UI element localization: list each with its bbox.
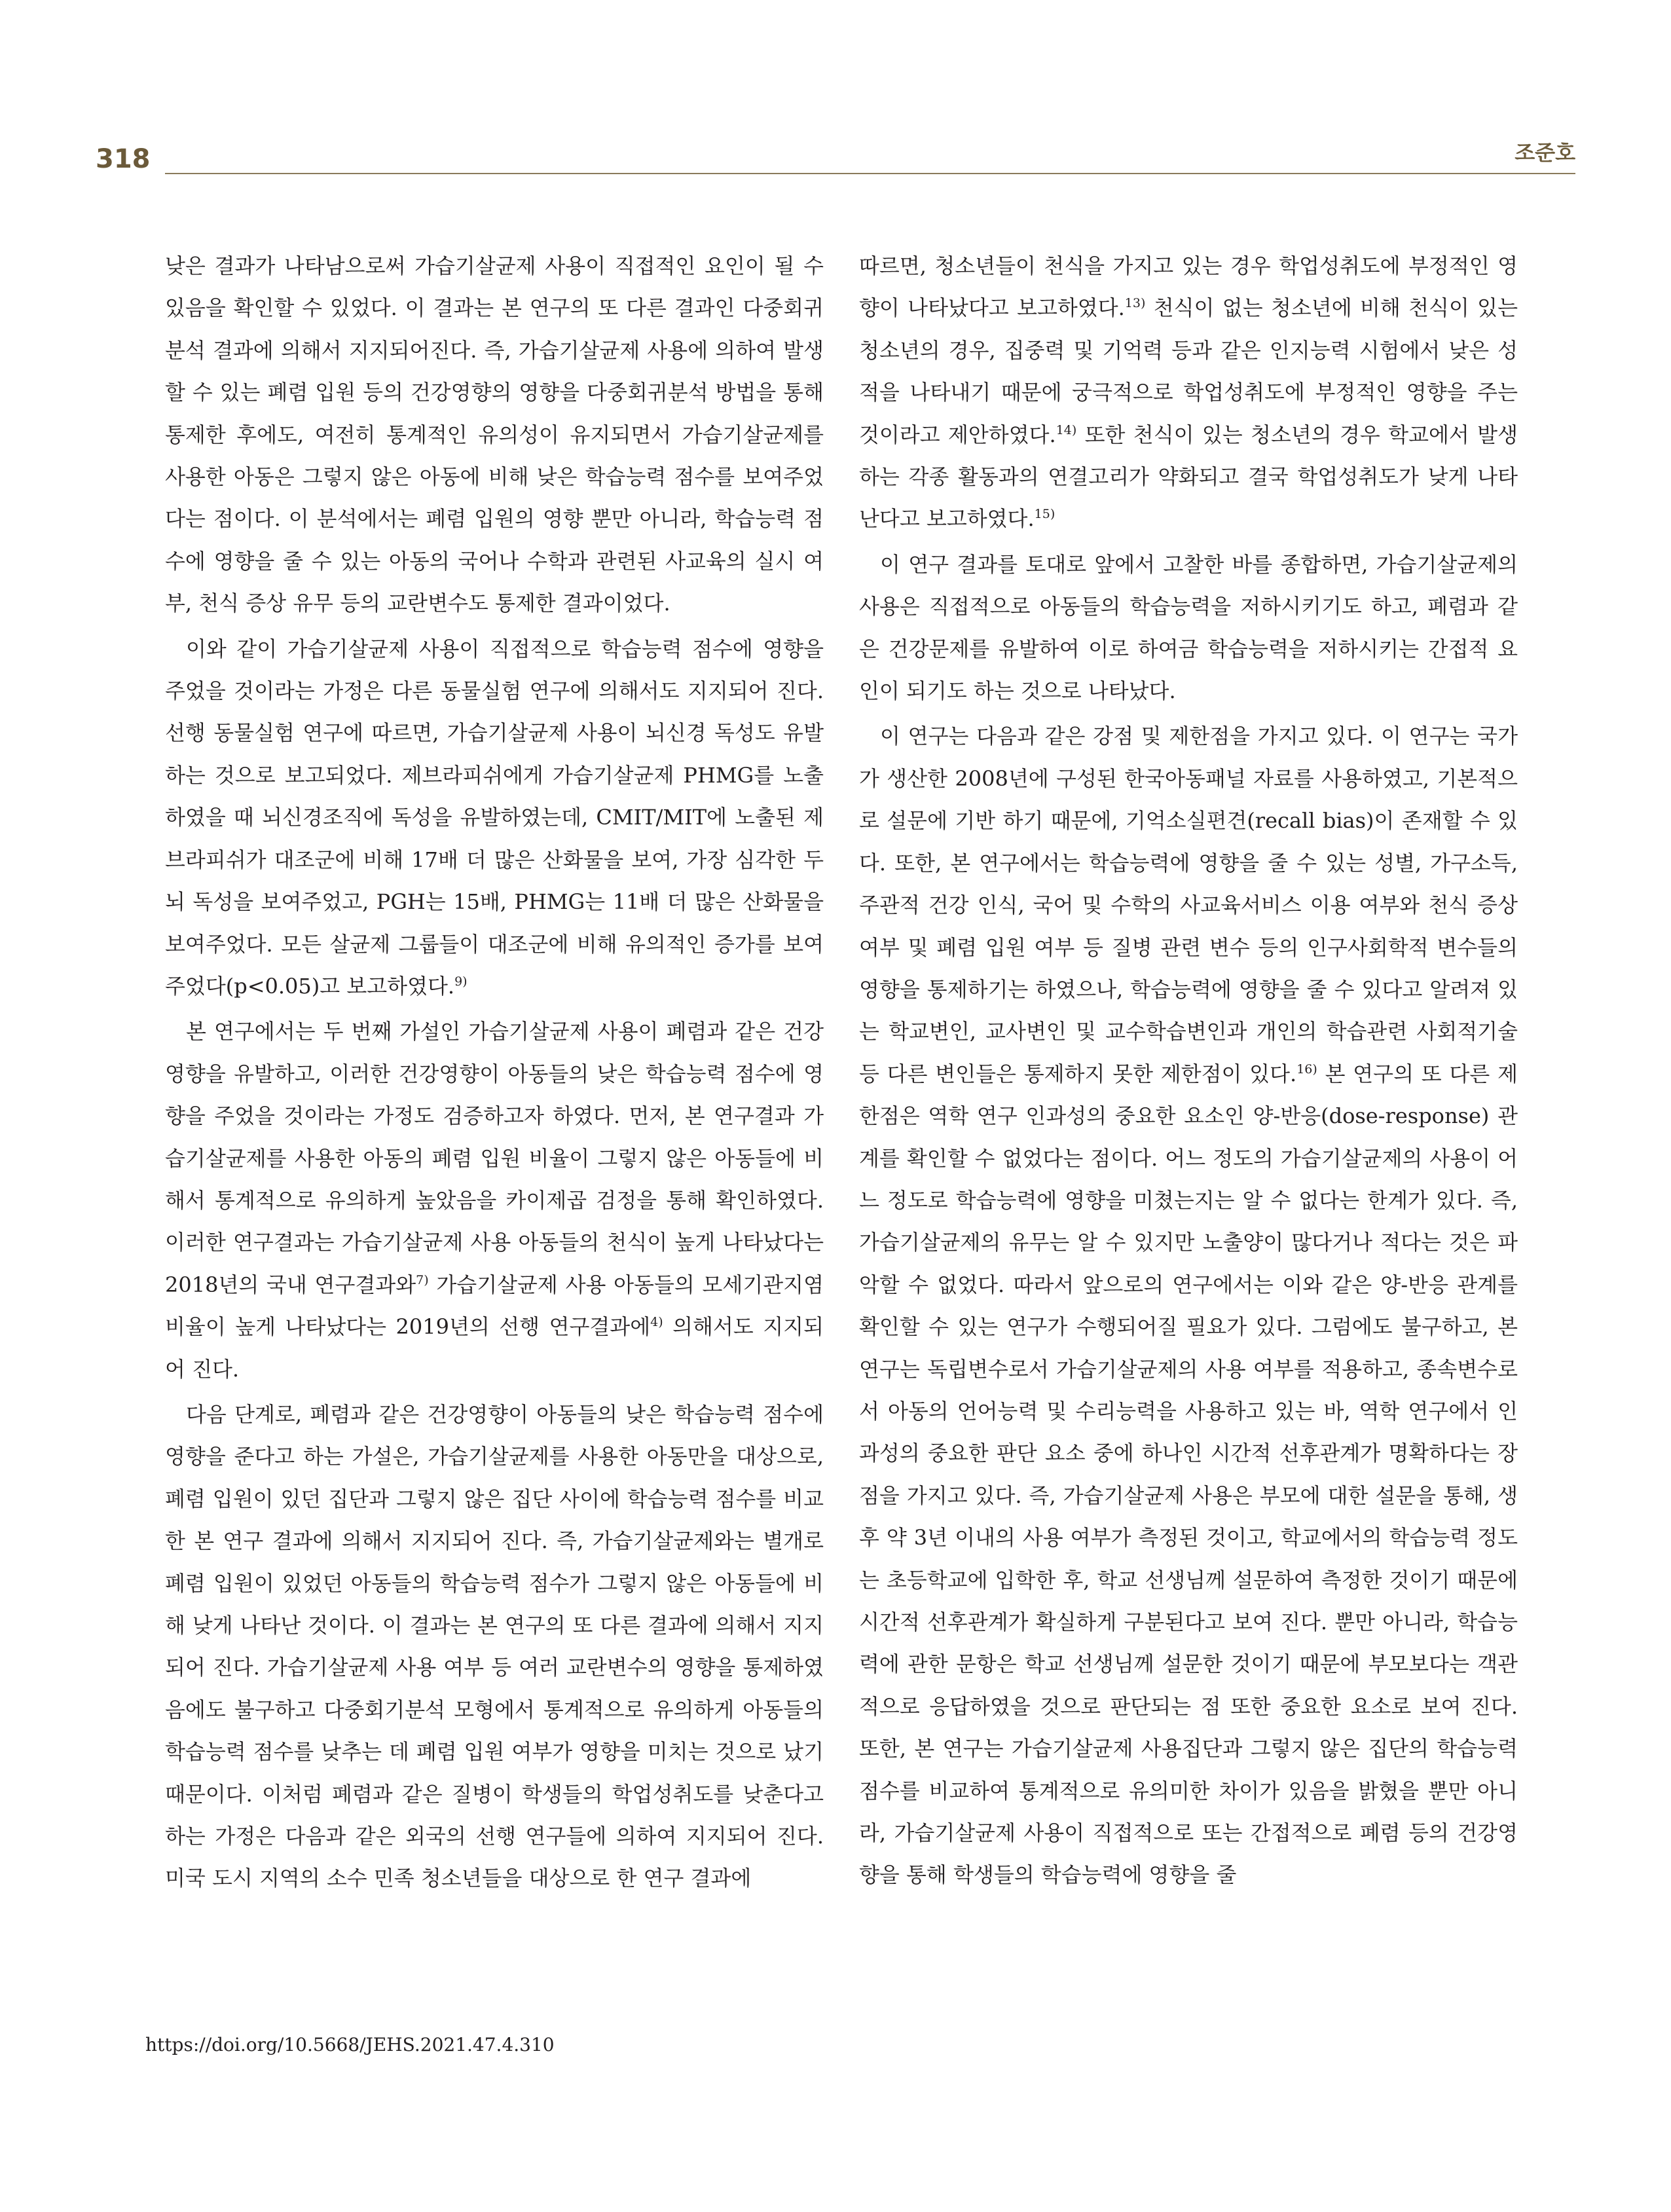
reference-marker: 4) xyxy=(650,1315,663,1330)
paragraph-text: 또한 천식이 있는 청소년의 경우 학교에서 발생하는 각종 활동과의 연결고리가 약화되고 결국 학업성취도가 낮게 나타난다고 보고하였다. xyxy=(859,422,1518,532)
paragraph-text: 의해서도 지지되어 진다. xyxy=(165,1314,824,1382)
reference-marker: 9) xyxy=(454,974,468,989)
paragraph xyxy=(859,715,1518,1896)
reference-marker: 14) xyxy=(1056,422,1077,437)
running-header-author: 조준호 xyxy=(1515,140,1575,165)
paragraph xyxy=(859,245,1518,540)
reference-marker: 16) xyxy=(1296,1061,1317,1077)
doi-link[interactable]: https://doi.org/10.5668/JEHS.2021.47.4.310 xyxy=(145,2034,555,2055)
paragraph xyxy=(165,1010,824,1390)
paragraph-text: 따르면, 청소년들이 천식을 가지고 있는 경우 학업성취도에 부정적인 영향이 나타났다고 보고하였다. xyxy=(859,253,1518,321)
paragraph-text: 이와 같이 가습기살균제 사용이 직접적으로 학습능력 점수에 영향을 주었을 것이라는 가정은 다른 동물실험 연구에 의해서도 지지되어 진다. 선행 동물실험 연구에 따르면, 가습기살균제 사용이 뇌신경 독성도 유발하는 것으로 보고되었다. 제브라피쉬에게 가습기살균제 PHMG를 노출하였을 때 뇌신경조직에 독성을 유발하였는데, CMIT/MIT에 노출된 제브라피쉬가 대조군에 비해 17배 더 많은 산화물을 보여, 가장 심각한 두뇌 독성을 보여주었고, PGH는 15배, PHMG는 11배 더 많은 산화물을 보여주었다. 모든 살균제 그룹들이 대조군에 비해 유의적인 증가를 보여주었다(p<0.05)고 보고하였다. xyxy=(165,636,824,999)
page-number: 318 xyxy=(96,144,151,174)
header-rule xyxy=(165,173,1575,174)
paragraph: 이 연구 결과를 토대로 앞에서 고찰한 바를 종합하면, 가습기살균제의 사용은 직접적으로 아동들의 학습능력을 저하시키기도 하고, 폐렴과 같은 건강문제를 유발하여 이로 하여금 학습능력을 저하시키는 간접적 요인이 되기도 하는 것으로 나타났다. xyxy=(859,551,1518,704)
paragraph-text: 본 연구에서는 두 번째 가설인 가습기살균제 사용이 폐렴과 같은 건강영향을 유발하고, 이러한 건강영향이 아동들의 낮은 학습능력 점수에 영향을 주었을 것이라는 가정도 검증하고자 하였다. 먼저, 본 연구결과 가습기살균제를 사용한 아동의 폐렴 입원 비율이 그렇지 않은 아동들에 비해서 통계적으로 유의하게 높았음을 카이제곱 검정을 통해 확인하였다. 이러한 연구결과는 가습기살균제 사용 아동들의 천식이 높게 나타났다는 2018년의 국내 연구결과와 xyxy=(165,1019,824,1297)
paragraph-text: 가습기살균제 사용 아동들의 모세기관지염 비율이 높게 나타났다는 2019년의 선행 연구결과에 xyxy=(165,1272,824,1340)
right-column xyxy=(859,245,1518,1896)
paragraph-text: 이 연구는 다음과 같은 강점 및 제한점을 가지고 있다. 이 연구는 국가가 생산한 2008년에 구성된 한국아동패널 자료를 사용하였고, 기본적으로 설문에 기반 하기 때문에, 기억소실편견(recall bias)이 존재할 수 있다. 또한, 본 연구에서는 학습능력에 영향을 줄 수 있는 성별, 가구소득, 주관적 건강 인식, 국어 및 수학의 사교육서비스 이용 여부와 천식 증상 여부 및 폐렴 입원 여부 등 질병 관련 변수 등의 인구사회학적 변수들의 영향을 통제하기는 하였으나, 학습능력에 영향을 줄 수 있다고 알려져 있는 학교변인, 교사변인 및 교수학습변인과 개인의 학습관련 사회적기술 등 다른 변인들은 통제하지 못한 제한점이 있다. xyxy=(859,724,1518,1086)
paragraph-text: 천식이 없는 청소년에 비해 천식이 있는 청소년의 경우, 집중력 및 기억력 등과 같은 인지능력 시험에서 낮은 성적을 나타내기 때문에 궁극적으로 학업성취도에 부정적인 영향을 주는 것이라고 제안하였다. xyxy=(859,295,1518,447)
reference-marker: 13) xyxy=(1124,296,1146,311)
paragraph-text: 본 연구의 또 다른 제한점은 역학 연구 인과성의 중요한 요소인 양-반응(dose-response) 관계를 확인할 수 없었다는 점이다. 어느 정도의 가습기살균제의 사용이 어느 정도로 학습능력에 영향을 미쳤는지는 알 수 없다는 한계가 있다. 즉, 가습기살균제의 유무는 알 수 있지만 노출양이 많다거나 적다는 것은 파악할 수 없었다. 따라서 앞으로의 연구에서는 이와 같은 양-반응 관계를 확인할 수 있는 연구가 수행되어질 필요가 있다. 그럼에도 불구하고, 본 연구는 독립변수로서 가습기살균제의 사용 여부를 적용하고, 종속변수로서 아동의 언어능력 및 수리능력을 사용하고 있는 바, 역학 연구에서 인과성의 중요한 판단 요소 중에 하나인 시간적 선후관계가 명확하다는 장점을 가지고 있다. 즉, 가습기살균제 사용은 부모에 대한 설문을 통해, 생후 약 3년 이내의 사용 여부가 측정된 것이고, 학교에서의 학습능력 정도는 초등학교에 입학한 후, 학교 선생님께 설문하여 측정한 것이기 때문에 시간적 선후관계가 확실하게 구분된다고 보여 진다. 뿐만 아니라, 학습능력에 관한 문항은 학교 선생님께 설문한 것이기 때문에 부모보다는 객관적으로 응답하였을 것으로 판단되는 점 또한 중요한 요소로 보여 진다. 또한, 본 연구는 가습기살균제 사용집단과 그렇지 않은 집단의 학습능력 점수를 비교하여 통계적으로 유의미한 차이가 있음을 밝혔을 뿐만 아니라, 가습기살균제 사용이 직접적으로 또는 간접적으로 폐렴 등의 건강영향을 통해 학생들의 학습능력에 영향을 줄 xyxy=(859,1061,1518,1888)
left-column xyxy=(165,245,824,1900)
paragraph: 낮은 결과가 나타남으로써 가습기살균제 사용이 직접적인 요인이 될 수 있음을 확인할 수 있었다. 이 결과는 본 연구의 또 다른 결과인 다중회귀분석 결과에 의해서 지지되어진다. 즉, 가습기살균제 사용에 의하여 발생할 수 있는 폐렴 입원 등의 건강영향의 영향을 다중회귀분석 방법을 통해 통제한 후에도, 여전히 통계적인 유의성이 유지되면서 가습기살균제를 사용한 아동은 그렇지 않은 아동에 비해 낮은 학습능력 점수를 보여주었다는 점이다. 이 분석에서는 폐렴 입원의 영향 뿐만 아니라, 학습능력 점수에 영향을 줄 수 있는 아동의 국어나 수학과 관련된 사교육의 실시 여부, 천식 증상 유무 등의 교란변수도 통제한 결과이었다. xyxy=(165,253,824,616)
paragraph xyxy=(165,628,824,1008)
reference-marker: 7) xyxy=(416,1272,429,1287)
reference-marker: 15) xyxy=(1034,507,1056,522)
paragraph: 다음 단계로, 폐렴과 같은 건강영향이 아동들의 낮은 학습능력 점수에 영향을 준다고 하는 가설은, 가습기살균제를 사용한 아동만을 대상으로, 폐렴 입원이 있던 집단과 그렇지 않은 집단 사이에 학습능력 점수를 비교한 본 연구 결과에 의해서 지지되어 진다. 즉, 가습기살균제와는 별개로 폐렴 입원이 있었던 아동들의 학습능력 점수가 그렇지 않은 아동들에 비해 낮게 나타난 것이다. 이 결과는 본 연구의 또 다른 결과에 의해서 지지되어 진다. 가습기살균제 사용 여부 등 여러 교란변수의 영향을 통제하였음에도 불구하고 다중회기분석 모형에서 통계적으로 유의하게 아동들의 학습능력 점수를 낮추는 데 폐렴 입원 여부가 영향을 미치는 것으로 났기 때문이다. 이처럼 폐렴과 같은 질병이 학생들의 학업성취도를 낮춘다고 하는 가정은 다음과 같은 외국의 선행 연구들에 의하여 지지되어 진다. 미국 도시 지역의 소수 민족 청소년들을 대상으로 한 연구 결과에 xyxy=(165,1401,824,1891)
